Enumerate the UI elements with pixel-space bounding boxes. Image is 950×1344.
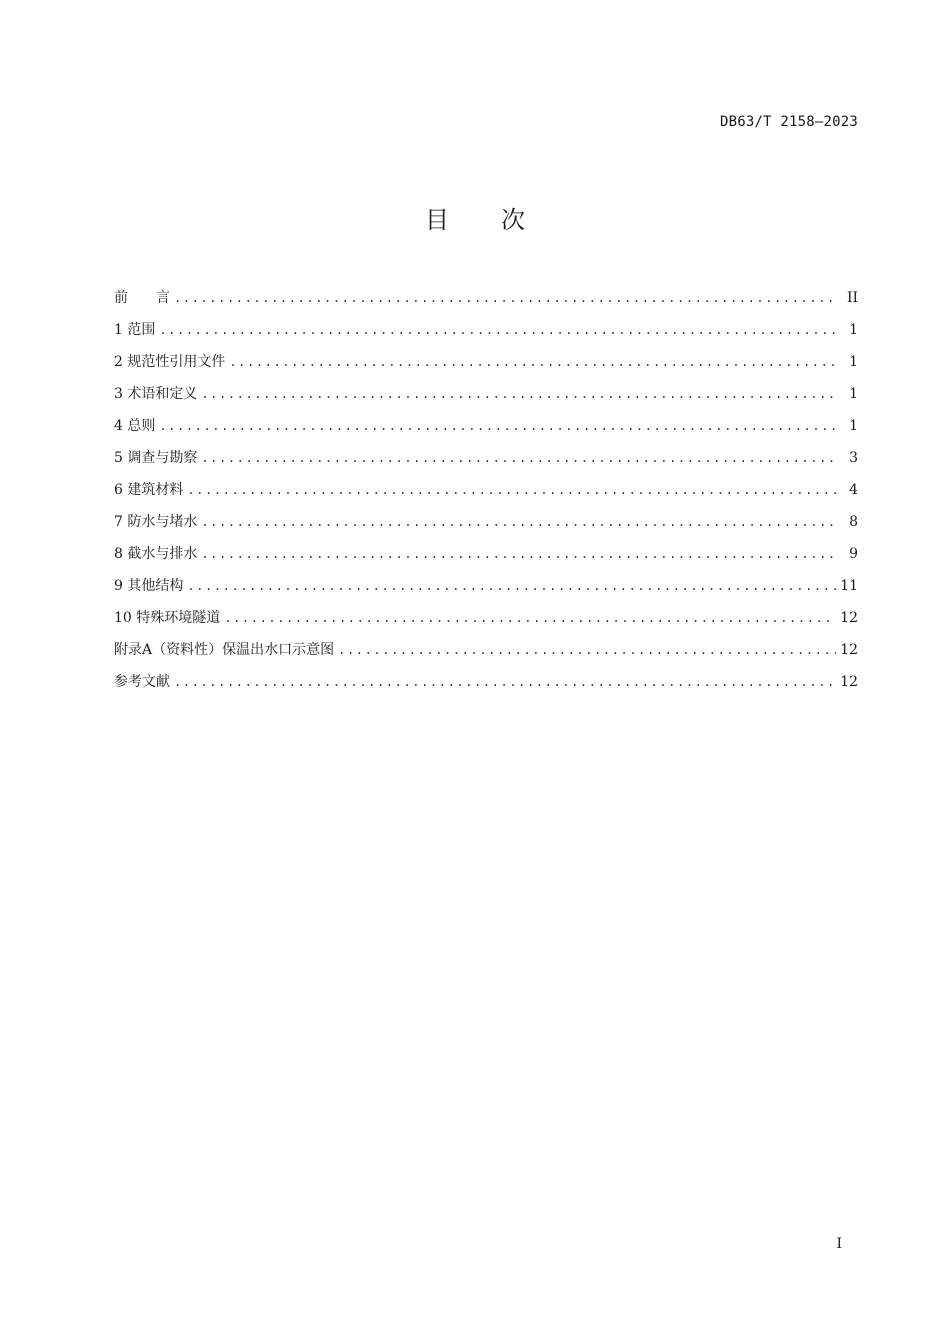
toc-entry-page: 1 xyxy=(849,322,858,338)
toc-leader-dots xyxy=(201,542,838,566)
toc-leader-dots xyxy=(174,286,838,310)
toc-title: 目次 xyxy=(425,206,577,234)
toc-leader-dots xyxy=(187,574,836,598)
toc-leader-dots xyxy=(224,606,836,630)
toc-entry-page: 9 xyxy=(849,546,858,562)
toc-leader-dots xyxy=(159,318,838,342)
toc-entry-materials[interactable] xyxy=(114,478,858,510)
toc-entry-waterproofing[interactable] xyxy=(114,510,858,542)
toc-entry-label: 参考文献 xyxy=(114,674,170,690)
toc-entry-page: 4 xyxy=(849,482,858,498)
toc-leader-dots xyxy=(187,478,838,502)
toc-entry-page: 8 xyxy=(849,514,858,530)
toc-entry-drainage[interactable] xyxy=(114,542,858,574)
toc-leader-dots xyxy=(201,382,838,406)
document-code: DB63/T 2158—2023 xyxy=(719,114,858,130)
toc-entry-label: 8 截水与排水 xyxy=(114,546,198,562)
toc-entry-label: 6 建筑材料 xyxy=(114,482,184,498)
toc-leader-dots xyxy=(174,670,836,694)
toc-entry-label: 4 总则 xyxy=(114,418,156,434)
toc-entry-page: 3 xyxy=(849,450,858,466)
toc-entry-special-tunnels[interactable] xyxy=(114,606,858,638)
toc-entry-label: 2 规范性引用文件 xyxy=(114,354,226,370)
toc-entry-label: 5 调查与勘察 xyxy=(114,450,198,466)
toc-leader-dots xyxy=(338,638,836,662)
toc-entry-label: 前 言 xyxy=(114,290,170,306)
toc-entry-page: 12 xyxy=(840,642,858,658)
toc-entry-label: 7 防水与堵水 xyxy=(114,514,198,530)
toc-entry-page: 12 xyxy=(840,674,858,690)
toc-entry-label: 10 特殊环境隧道 xyxy=(114,610,221,626)
toc-entry-page: 12 xyxy=(840,610,858,626)
toc-entry-scope[interactable] xyxy=(114,318,858,350)
toc-entry-investigation[interactable] xyxy=(114,446,858,478)
toc-leader-dots xyxy=(201,446,838,470)
toc-entry-label: 附录A（资料性）保温出水口示意图 xyxy=(114,642,335,658)
toc-entry-appendix-a[interactable] xyxy=(114,638,858,670)
toc-entry-label: 3 术语和定义 xyxy=(114,386,198,402)
toc-entry-page: 11 xyxy=(840,578,858,594)
toc-entry-foreword[interactable] xyxy=(114,286,858,318)
toc-entry-other-structures[interactable] xyxy=(114,574,858,606)
page-number: I xyxy=(836,1236,842,1252)
toc-entry-page: II xyxy=(846,290,858,306)
table-of-contents xyxy=(114,286,858,702)
toc-entry-page: 1 xyxy=(849,418,858,434)
toc-entry-terms-definitions[interactable] xyxy=(114,382,858,414)
toc-entry-bibliography[interactable] xyxy=(114,670,858,702)
toc-leader-dots xyxy=(159,414,838,438)
toc-entry-label: 9 其他结构 xyxy=(114,578,184,594)
toc-entry-page: 1 xyxy=(849,386,858,402)
toc-entry-general[interactable] xyxy=(114,414,858,446)
toc-leader-dots xyxy=(229,350,838,374)
toc-entry-normative-references[interactable] xyxy=(114,350,858,382)
toc-entry-page: 1 xyxy=(849,354,858,370)
toc-entry-label: 1 范围 xyxy=(114,322,156,338)
toc-leader-dots xyxy=(201,510,838,534)
